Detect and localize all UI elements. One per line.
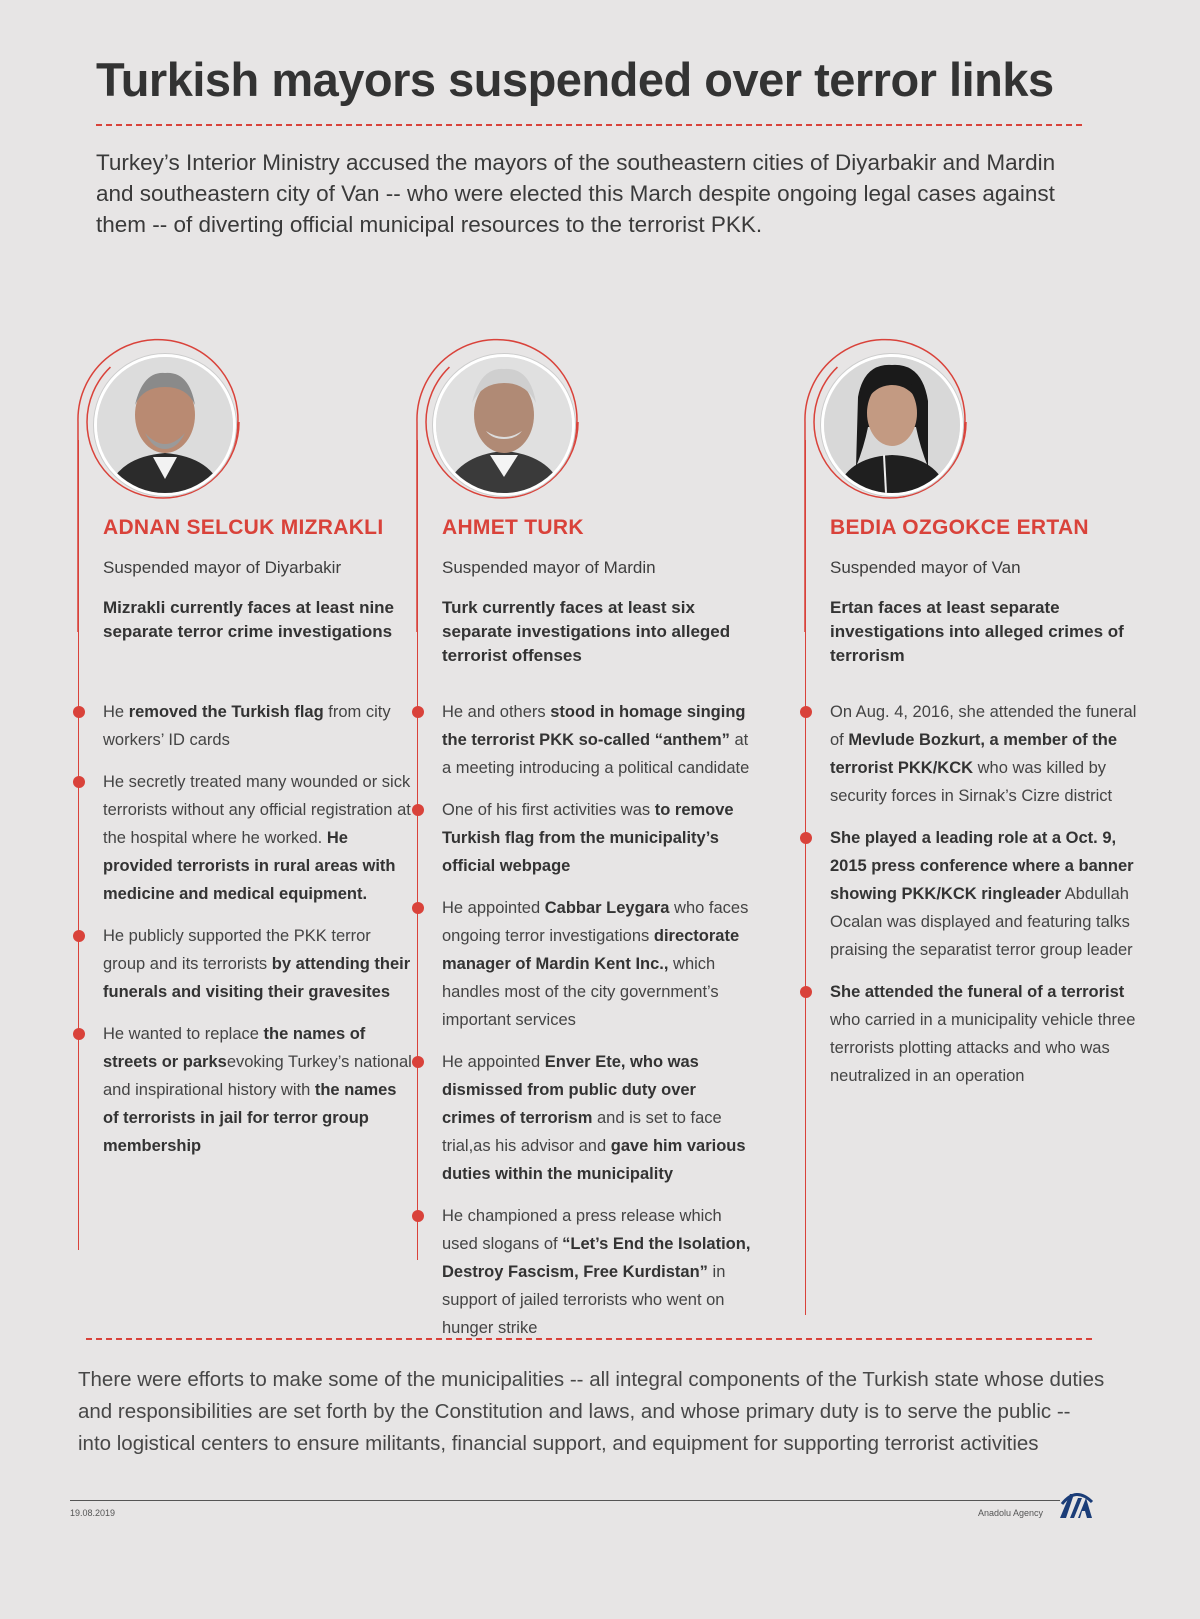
bullet-item <box>103 922 413 1006</box>
bullet-text: in support of jailed terrorists who went on hunger strike <box>442 1263 726 1337</box>
mayor-card-2 <box>417 340 751 1337</box>
footer-rule <box>70 1500 1060 1501</box>
bullet-bold-text: stood in homage singing the terrorist PKK so-called “anthem” <box>442 703 746 749</box>
bullet-bold-text: “Let’s End the Isolation, Destroy Fascism, Free Kurdistan” <box>442 1235 751 1281</box>
mayor-card-3 <box>805 340 1135 1320</box>
bullet-dot-icon <box>73 1028 85 1040</box>
timeline-line <box>417 440 418 1260</box>
bullet-item <box>442 1048 752 1188</box>
bullet-bold-text: Enver Ete, who was dismissed from public duty over crimes of terrorism <box>442 1053 699 1127</box>
portrait-turk <box>433 354 575 496</box>
bullet-item <box>830 698 1140 810</box>
intro-text: Turkey’s Interior Ministry accused the mayors of the southeastern cities of Diyarbakir and Mardin and southeastern city of Van -- who were elected this March despite ongoing legal cases against them -- of diverting official municipal resources to the terrorist PKK. <box>96 150 1056 237</box>
bullet-dot-icon <box>800 832 812 844</box>
bullet-dot-icon <box>412 706 424 718</box>
bullet-bold-text: gave him various duties within the municipality <box>442 1137 746 1183</box>
portrait-ertan <box>821 354 963 496</box>
bullet-text: He and others <box>442 703 551 721</box>
mayor-role: Suspended mayor of Van <box>830 558 1021 577</box>
mayor-card-1 <box>78 340 412 1320</box>
bullet-item <box>830 978 1140 1090</box>
bullet-bold-text: the names of streets or parks <box>103 1025 366 1071</box>
bullet-text: He appointed <box>442 899 545 917</box>
bullet-list <box>103 698 413 1174</box>
bullet-text: On Aug. 4, 2016, she attended the funeral of <box>830 703 1137 749</box>
bullet-item <box>103 1020 413 1160</box>
bullet-bold-text: removed the Turkish flag <box>128 703 324 721</box>
bullet-bold-text: directorate manager of Mardin Kent Inc., <box>442 927 740 973</box>
bullet-text: He publicly supported the PKK terror group and its terrorists <box>103 927 371 973</box>
bullet-item <box>442 894 752 1034</box>
mayor-summary: Ertan faces at least separate investigations into alleged crimes of terrorism <box>830 598 1124 665</box>
mayor-name: AHMET TURK <box>442 516 584 539</box>
bullet-dot-icon <box>412 1210 424 1222</box>
bullet-list <box>442 698 752 1356</box>
bullet-item <box>830 824 1140 964</box>
bullet-item <box>103 768 413 908</box>
portrait-mizrakli <box>94 354 236 496</box>
bullet-text: who was killed by security forces in Sirnak’s Cizre district <box>830 759 1113 805</box>
agency-name: Anadolu Agency <box>978 1508 1044 1518</box>
bullet-text: evoking Turkey’s national and inspirational history with <box>103 1053 412 1099</box>
mayor-summary: Mizrakli currently faces at least nine separate terror crime investigations <box>103 598 395 641</box>
bullet-item <box>442 698 752 782</box>
bullet-text: who faces ongoing terror investigations <box>442 899 749 945</box>
bullet-text: He <box>103 703 129 721</box>
aa-logo-icon <box>1058 1490 1094 1520</box>
bullet-bold-text: Cabbar Leygara <box>544 899 670 917</box>
mayor-name: ADNAN SELCUK MIZRAKLI <box>103 516 384 539</box>
mayor-summary: Turk currently faces at least six separate investigations into alleged terrorist offenses <box>442 598 731 665</box>
bullet-dot-icon <box>73 930 85 942</box>
bullet-item <box>442 1202 752 1342</box>
bullet-text: He secretly treated many wounded or sick terrorists without any official registration at the hospital where he worked. <box>103 773 411 847</box>
bullet-text: from city workers’ ID cards <box>103 703 391 749</box>
bullet-bold-text: to remove Turkish flag from the municipality’s official webpage <box>442 801 734 875</box>
footer-text: There were efforts to make some of the municipalities -- all integral components of the Turkish state whose duties and responsibilities are set forth by the Constitution and laws, and whose primary duty is to serve the public -- into logistical centers to ensure militants, financial support, and equipment for supporting terrorist activities <box>78 1368 1105 1455</box>
bullet-dot-icon <box>800 986 812 998</box>
bullet-bold-text: Mevlude Bozkurt, a member of the terrorist PKK/KCK <box>830 731 1117 777</box>
timeline-line <box>805 440 806 1315</box>
title-divider <box>96 124 1082 126</box>
timeline-line <box>78 440 79 1250</box>
bullet-bold-text: She played a leading role at a Oct. 9, 2015 press conference where a banner showing PKK/KCK ringleader <box>830 829 1134 903</box>
bullet-dot-icon <box>412 1056 424 1068</box>
footer-divider <box>86 1338 1092 1340</box>
bullet-dot-icon <box>73 776 85 788</box>
bullet-bold-text: by attending their funerals and visiting their gravesites <box>103 955 411 1001</box>
bullet-text: He championed a press release which used slogans of <box>442 1207 722 1253</box>
bullet-dot-icon <box>412 902 424 914</box>
bullet-item <box>103 698 413 754</box>
page-title: Turkish mayors suspended over terror links <box>96 53 1054 106</box>
mayor-role: Suspended mayor of Diyarbakir <box>103 558 342 577</box>
bullet-text: He wanted to replace <box>103 1025 264 1043</box>
bullet-bold-text: the names of terrorists in jail for terror group membership <box>103 1081 397 1155</box>
bullet-item <box>442 796 752 880</box>
bullet-list <box>830 698 1140 1104</box>
bullet-text: He appointed <box>442 1053 545 1071</box>
mayor-name: BEDIA OZGOKCE ERTAN <box>830 516 1089 539</box>
bullet-text: and is set to face trial,as his advisor and <box>442 1109 722 1155</box>
bullet-dot-icon <box>800 706 812 718</box>
mayor-role: Suspended mayor of Mardin <box>442 558 656 577</box>
bullet-dot-icon <box>412 804 424 816</box>
bullet-text: which handles most of the city government’s important services <box>442 955 719 1029</box>
bullet-bold-text: He provided terrorists in rural areas with medicine and medical equipment. <box>103 829 396 903</box>
bullet-text: One of his first activities was <box>442 801 655 819</box>
bullet-text: who carried in a municipality vehicle three terrorists plotting attacks and who was neutralized in an operation <box>830 1011 1136 1085</box>
bullet-text: at a meeting introducing a political candidate <box>442 731 750 777</box>
bullet-dot-icon <box>73 706 85 718</box>
bullet-bold-text: She attended the funeral of a terrorist <box>830 983 1125 1001</box>
bullet-text: Abdullah Ocalan was displayed and featuring talks praising the separatist terror group leader <box>830 885 1133 959</box>
publish-date: 19.08.2019 <box>70 1508 116 1518</box>
